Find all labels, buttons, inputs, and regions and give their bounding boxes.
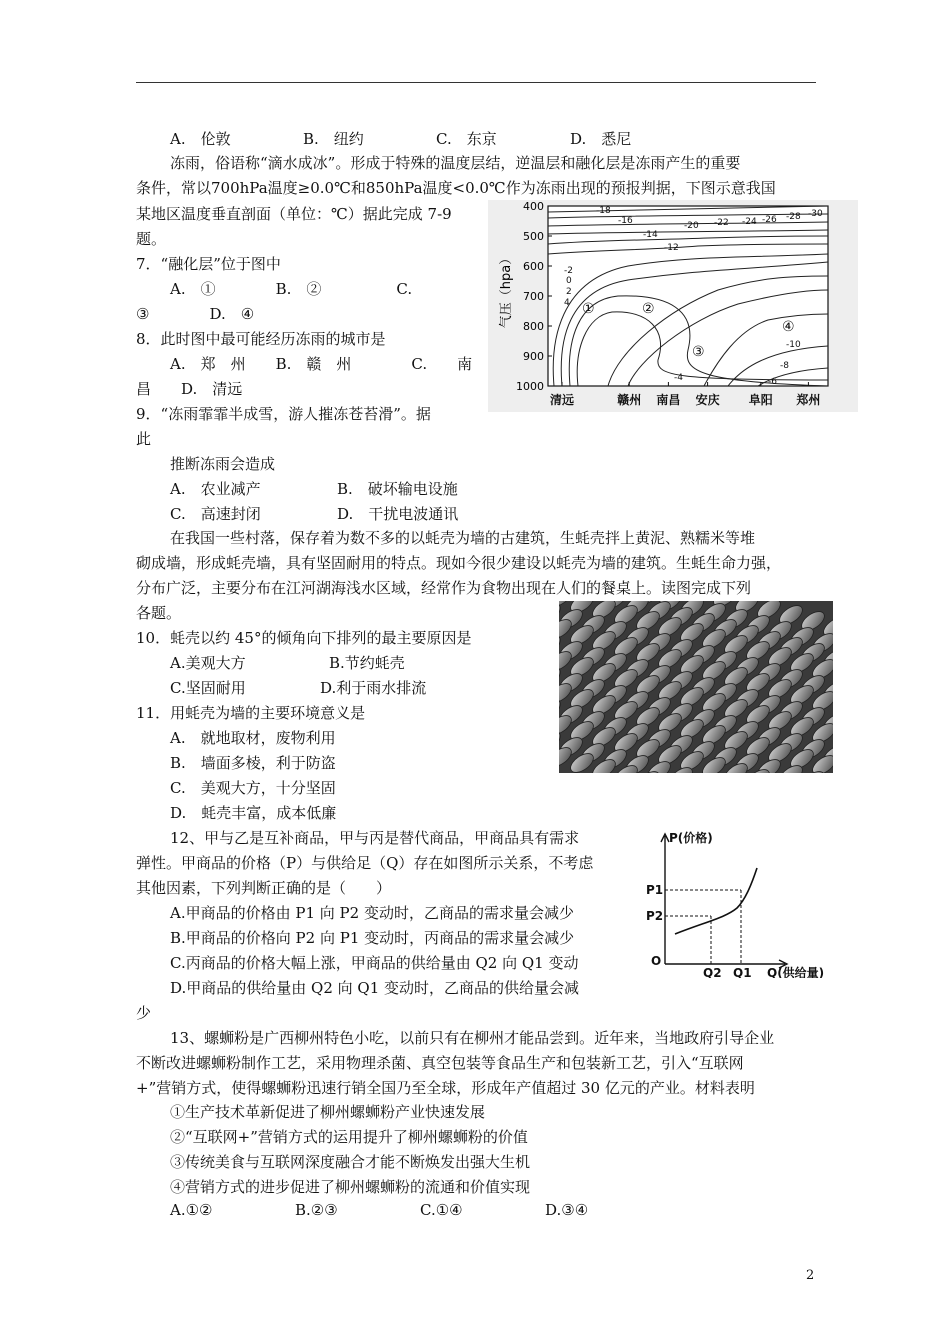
intro-freezing-line-2: 条件，常以700hPa温度≥0.0℃和850hPa温度<0.0℃作为冻雨出现的预报判据，下图示意我国: [136, 179, 776, 197]
q12-stem-1: 12、甲与乙是互补商品，甲与丙是替代商品，甲商品具有需求: [170, 829, 580, 847]
q9-option-a: A. 农业减产: [170, 480, 261, 498]
q13-item-4: ④营销方式的进步促进了柳州螺蛳粉的流通和价值实现: [170, 1178, 531, 1196]
x-category-label: 郑州: [796, 393, 821, 407]
intro-oyster-line-3: 分布广泛，主要分布在江河湖海浅水区域，经常作为食物出现在人们的餐桌上。读图完成下列: [136, 579, 752, 597]
q10-option-a: A.美观大方: [170, 654, 246, 672]
header-rule: [136, 82, 816, 83]
contour-label: -18: [596, 206, 611, 216]
supply-p2-label: P2: [646, 909, 664, 923]
intro-oyster-line-4: 各题。: [136, 604, 182, 622]
q6-option-a: A. 伦敦: [170, 130, 231, 148]
contour-label: 0: [566, 276, 572, 286]
oyster-wall-illustration: [559, 601, 833, 773]
x-category-label: 清远: [549, 393, 575, 407]
q12-option-d-tail: 少: [136, 1004, 152, 1022]
q8-stem: 8．此时图中最可能经历冻雨的城市是: [136, 330, 386, 348]
region-label-2: ②: [642, 301, 655, 317]
q6-option-b: B. 纽约: [303, 130, 364, 148]
x-category-label: 赣州: [617, 393, 642, 407]
contour-label: 2: [566, 287, 572, 297]
contour-label: -12: [664, 243, 679, 253]
supply-origin-label: O: [651, 954, 662, 968]
q9-option-b: B. 破坏输电设施: [337, 480, 458, 498]
q12-option-a: A.甲商品的价格由 P1 向 P2 变动时，乙商品的需求量会减少: [170, 904, 574, 922]
intro-freezing-line-3: 某地区温度垂直剖面（单位：℃）据此完成 7-9: [136, 205, 452, 223]
y-tick-label: 400: [523, 200, 544, 213]
contour-label: -6: [768, 377, 777, 387]
q6-option-d: D. 悉尼: [570, 130, 632, 148]
q12-stem-3: 其他因素，下列判断正确的是（ ）: [136, 879, 392, 897]
region-label-3: ③: [692, 344, 705, 360]
q13-option-a: A.①②: [170, 1201, 213, 1219]
x-category-label: 安庆: [695, 393, 720, 407]
q13-stem-2: 不断改进螺蛳粉制作工艺，采用物理杀菌、真空包装等食品生产和包装新工艺，引入“互联网: [136, 1054, 744, 1072]
price-supply-chart: [645, 828, 830, 978]
contour-label: -20: [684, 221, 699, 231]
q11-option-d: D. 蚝壳丰富，成本低廉: [170, 804, 337, 822]
q13-stem-1: 13、螺蛳粉是广西柳州特色小吃，以前只有在柳州才能品尝到。近年来，当地政府引导企业: [170, 1029, 775, 1047]
supply-x-label: Q(供给量): [767, 966, 825, 978]
supply-q2-label: Q2: [703, 966, 722, 978]
y-tick-label: 900: [523, 350, 544, 363]
contour-label: -24: [742, 217, 757, 227]
q13-item-1: ①生产技术革新促进了柳州螺蛳粉产业快速发展: [170, 1103, 486, 1121]
supply-q1-label: Q1: [733, 966, 752, 978]
q10-option-d: D.利于雨水排流: [320, 679, 427, 697]
q10-option-c: C.坚固耐用: [170, 679, 246, 697]
q13-option-c: C.①④: [420, 1201, 463, 1219]
q11-stem: 11．用蚝壳为墙的主要环境意义是: [136, 704, 366, 722]
q8-options-line-1: A. 郑 州 B. 赣 州 C. 南: [170, 355, 473, 373]
intro-oyster-line-1: 在我国一些村落，保存着为数不多的以蚝壳为墙的古建筑，生蚝壳拌上黄泥、熟糯米等堆: [170, 529, 756, 547]
contour-label: -4: [674, 373, 683, 383]
q7-options-line-1: A. ① B. ② C.: [170, 280, 413, 298]
supply-axes: [661, 834, 787, 968]
intro-oyster-line-2: 砌成墙，形成蚝壳墙，具有坚固耐用的特点。现如今很少建设以蚝壳为墙的建筑。生蚝生命力强，: [136, 554, 782, 572]
y-tick-label: 500: [523, 230, 544, 243]
intro-freezing-line-1: 冻雨，俗语称“滴水成冰”。形成于特殊的温度层结，逆温层和融化层是冻雨产生的重要: [170, 154, 741, 172]
q11-option-b: B. 墙面多棱，利于防盗: [170, 754, 336, 772]
oyster-wall-photo: [559, 601, 833, 773]
contour-label: -22: [714, 218, 729, 228]
supply-y-label: P(价格): [669, 831, 713, 845]
y-tick-label: 1000: [516, 380, 544, 393]
contour-label: -8: [780, 361, 789, 371]
temperature-profile-chart: [488, 200, 858, 412]
q11-option-c: C. 美观大方，十分坚固: [170, 779, 336, 797]
supply-guides: [665, 890, 741, 964]
y-tick-label: 700: [523, 290, 544, 303]
q13-item-3: ③传统美食与互联网深度融合才能不断焕发出强大生机: [170, 1153, 531, 1171]
x-category-label: 阜阳: [748, 393, 773, 407]
q9-stem-1: 9．“冻雨霏霏半成雪，游人摧冻苍苔滑”。据: [136, 405, 431, 423]
q10-stem: 10．蚝壳以约 45°的倾角向下排列的最主要原因是: [136, 629, 472, 647]
q9-stem-2: 此: [136, 430, 152, 448]
x-category-label: 南昌: [656, 393, 681, 407]
contour-label: -30: [808, 209, 823, 219]
supply-curve: [675, 868, 757, 934]
q7-stem: 7．“融化层”位于图中: [136, 255, 281, 273]
page-number: 2: [806, 1268, 815, 1283]
contour-label: -26: [762, 215, 777, 225]
q13-item-2: ②“互联网+”营销方式的运用提升了柳州螺蛳粉的价值: [170, 1128, 528, 1146]
contour-label: -14: [643, 230, 658, 240]
supply-labels: [646, 830, 824, 978]
chart-y-label: 气压（hpa）: [499, 251, 514, 329]
q7-options-line-2: ③ D. ④: [136, 305, 255, 323]
q13-option-d: D.③④: [545, 1201, 589, 1219]
contour-label: -10: [786, 340, 801, 350]
q12-stem-2: 弹性。甲商品的价格（P）与供给足（Q）存在如图所示关系，不考虑: [136, 854, 594, 872]
region-label-1: ①: [582, 301, 595, 317]
q11-option-a: A. 就地取材，废物利用: [170, 729, 336, 747]
q9-stem-3: 推断冻雨会造成: [170, 455, 276, 473]
contour-label: 4: [564, 298, 570, 308]
y-tick-label: 600: [523, 260, 544, 273]
contour-label: -2: [564, 266, 573, 276]
q9-option-c: C. 高速封闭: [170, 505, 261, 523]
supply-p1-label: P1: [646, 883, 664, 897]
q8-options-line-2: 昌 D. 清远: [136, 380, 243, 398]
q12-option-d: D.甲商品的供给量由 Q2 向 Q1 变动时，乙商品的供给量会减: [170, 979, 580, 997]
intro-freezing-line-4: 题。: [136, 230, 167, 248]
q13-option-b: B.②③: [295, 1201, 338, 1219]
q13-stem-3: +”营销方式，使得螺蛳粉迅速行销全国乃至全球，形成年产值超过 30 亿元的产业。材料表明: [136, 1079, 755, 1097]
q9-option-d: D. 干扰电波通讯: [337, 505, 459, 523]
q6-option-c: C. 东京: [436, 130, 497, 148]
contour-label: -16: [618, 216, 633, 226]
q12-option-c: C.丙商品的价格大幅上涨，甲商品的供给量由 Q2 向 Q1 变动: [170, 954, 579, 972]
contour-label: -28: [786, 212, 801, 222]
q10-option-b: B.节约蚝壳: [329, 654, 405, 672]
y-tick-label: 800: [523, 320, 544, 333]
region-label-4: ④: [782, 319, 795, 335]
q12-option-b: B.甲商品的价格向 P2 向 P1 变动时，丙商品的需求量会减少: [170, 929, 575, 947]
